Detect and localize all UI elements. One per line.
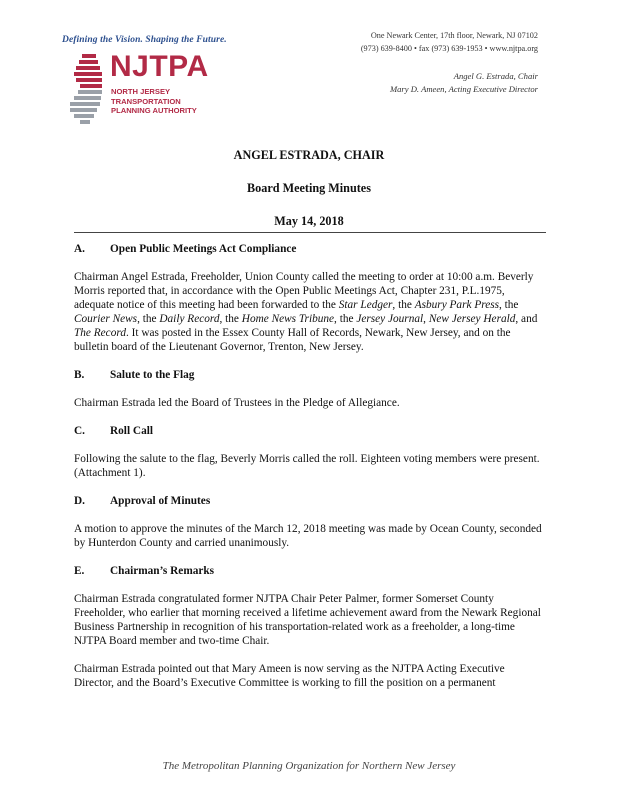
org-name xyxy=(111,87,197,116)
section-heading-a xyxy=(74,242,544,256)
paragraph-c1: Following the salute to the flag, Beverly Morris called the roll. Eighteen voting members were present. (Attachment 1). xyxy=(74,453,540,479)
chair-title: ANGEL ESTRADA, CHAIR xyxy=(233,148,385,162)
section-heading-c xyxy=(74,424,544,438)
divider xyxy=(74,232,546,233)
doc-title: Board Meeting Minutes xyxy=(247,181,371,195)
meeting-date: May 14, 2018 xyxy=(274,214,344,228)
org-name-line-3: PLANNING AUTHORITY xyxy=(111,106,197,116)
section-title: Approval of Minutes xyxy=(110,495,211,507)
paragraph-e1: Chairman Estrada congratulated former NJTPA Chair Peter Palmer, former Somerset County Freeholder, who earlier that morning received a lifetime achievement award from the Newark Regional Business Partnership in recognition of his transportation-related work as a freeholder, a long-time NJTPA Board member and two-time Chair. xyxy=(74,593,541,647)
footer-tagline: The Metropolitan Planning Organization for Northern New Jersey xyxy=(162,760,456,772)
director-name: Mary D. Ameen, Acting Executive Director xyxy=(389,83,538,94)
section-letter: E. xyxy=(74,565,85,577)
paragraph-e2: Chairman Estrada pointed out that Mary Ameen is now serving as the NJTPA Acting Executive Director, and the Board’s Executive Committee is working to fill the position on a permanent xyxy=(74,663,505,689)
title-block xyxy=(0,148,618,229)
section-heading-e xyxy=(74,564,544,578)
njtpa-wordmark: NJTPA xyxy=(110,50,209,83)
org-name-line-2: TRANSPORTATION xyxy=(111,96,181,106)
section-title: Roll Call xyxy=(110,425,153,437)
section-heading-b xyxy=(74,368,544,382)
paragraph-b1: Chairman Estrada led the Board of Trustees in the Pledge of Allegiance. xyxy=(74,397,400,409)
section-letter: D. xyxy=(74,495,85,507)
section-title: Salute to the Flag xyxy=(110,369,195,381)
address: One Newark Center, 17th floor, Newark, NJ 07102 xyxy=(370,31,538,40)
paragraph-d1: A motion to approve the minutes of the March 12, 2018 meeting was made by Ocean County, seconded by Hunterdon County and carried unanimously. xyxy=(74,523,542,549)
minutes-body xyxy=(74,242,544,704)
section-letter: C. xyxy=(74,425,85,437)
contact-info xyxy=(361,30,538,55)
org-name-line-1: NORTH JERSEY xyxy=(111,87,171,96)
section-title: Open Public Meetings Act Compliance xyxy=(110,243,297,255)
tagline: Defining the Vision. Shaping the Future. xyxy=(62,35,227,45)
section-title: Chairman’s Remarks xyxy=(110,565,215,577)
phone-line: (973) 639-8400 • fax (973) 639-1953 • www.njtpa.org xyxy=(360,43,538,53)
chair-name: Angel G. Estrada, Chair xyxy=(453,71,538,81)
nj-map-logo-icon xyxy=(62,52,108,126)
section-letter: B. xyxy=(74,369,85,381)
paragraph-a1: Chairman Angel Estrada, Freeholder, Union County called the meeting to order at 10:00 a.m. Beverly Morris reported that, in accordance with the Open Public Meetings Act, Chapter 231, P.L.1975, adequate notice of this meeting had been forwarded to the Star Ledger, the Asbury Park Press, the Courier News, the Daily Record, the Home News Tribune, the Jersey Journal, New Jersey Herald, and The Record. It was posted in the Essex County Hall of Records, Newark, New Jersey, and on the bulletin board of the Lieutenant Governor, Trenton, New Jersey. xyxy=(74,271,538,353)
officers xyxy=(390,70,538,95)
section-heading-d xyxy=(74,494,544,508)
section-letter: A. xyxy=(74,243,85,255)
